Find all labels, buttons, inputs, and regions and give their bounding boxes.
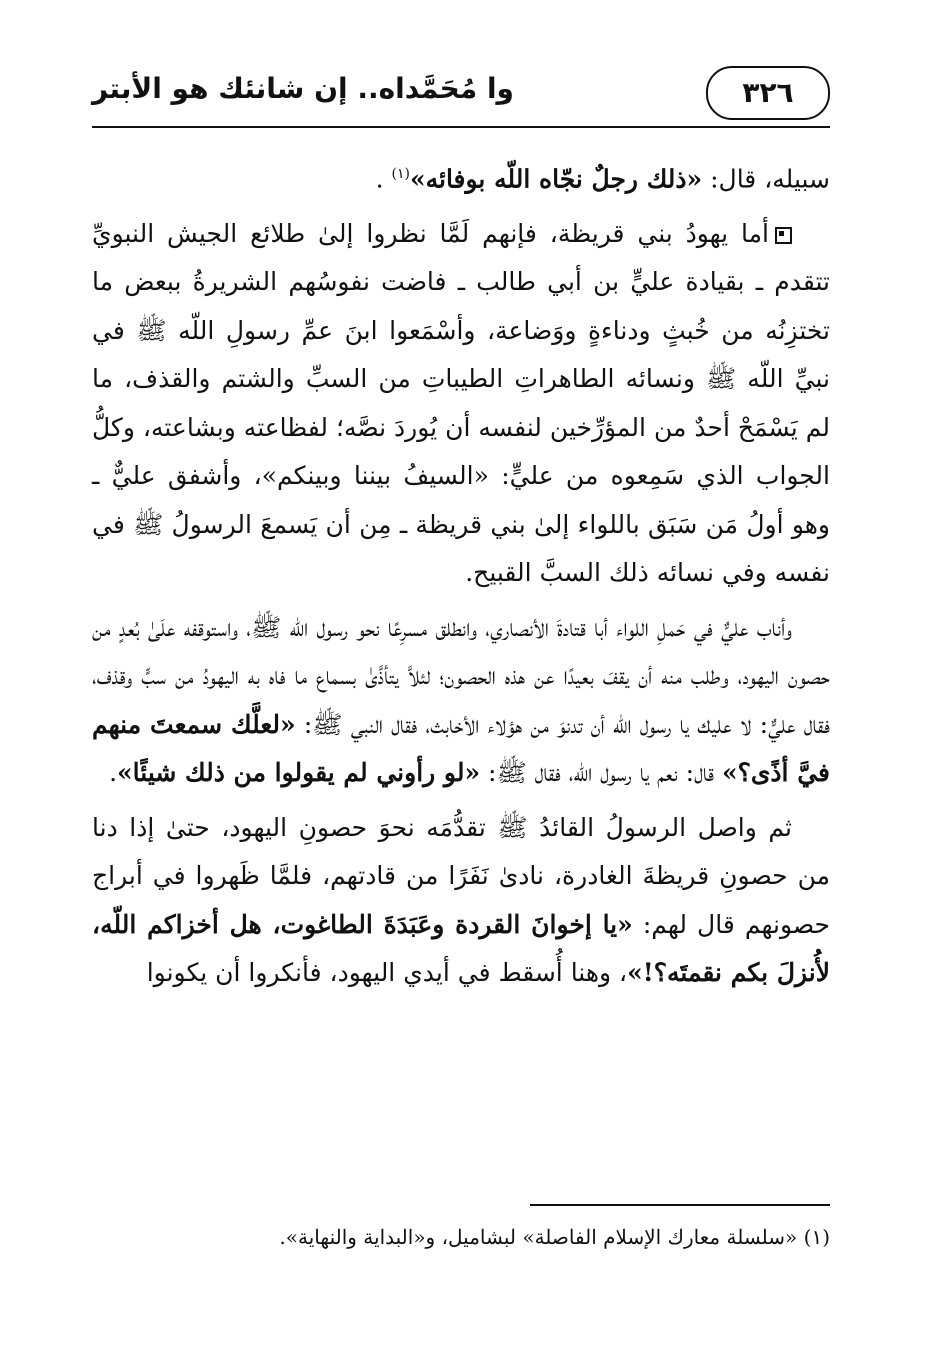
header-rule — [92, 126, 830, 128]
paragraph-text: قال: نعم يا رسول اللّه، فقال ﷺ: — [480, 758, 722, 788]
paragraph-text: أما يهودُ بني قريظة، فإنهم لَمَّا نظروا إلىٰ طلائع الجيش النبويِّ تتقدم ـ بقيادة عليٍّ بن أبي طالب ـ فاضت نفوسُهم الشريرةُ ببعض ما تختزِنُه من خُبثٍ ودناءةٍ ووَضاعة، وأسْمَعوا ابنَ عمِّ رسولِ اللّه ﷺ في نبيِّ اللّه ﷺ ونسائه الطاهراتِ الطيباتِ من السبِّ والشتم والقذف، ما لم يَسْمَحْ أحدٌ من المؤرِّخين لنفسه أن يُوردَ نصَّه؛ لفظاعته وبشاعته، وكلُّ الجواب الذي سَمِعوه من عليٍّ: «السيفُ بيننا وبينكم»، وأشفق عليٌّ ـ وهو أولُ مَن سَبَق باللواء إلىٰ بني قريظة ـ مِن أن يَسمعَ الرسولُ ﷺ في نفسه وفي نسائه ذلك السبَّ القبيح. — [92, 218, 830, 588]
footnote: (١) «سلسلة معارك الإسلام الفاصلة» لبشاميل، و«البداية والنهاية». — [279, 1225, 830, 1249]
page-number: ٣٢٦ — [706, 66, 830, 120]
page-header — [92, 62, 830, 132]
paragraph-text: ، وهنا أُسقط في أيدي اليهود، فأنكروا أن يكونوا — [146, 958, 628, 988]
paragraph-text: ثم واصل الرسولُ القائدُ ﷺ تقدُّمَه نحوَ حصونِ اليهود، حتىٰ إذا دنا من حصونِ قريظةَ الغادرة، نادىٰ نَفَرًا من قادتهم، فلمَّا ظَهروا في أبراج حصونهم قال لهم: — [92, 812, 831, 939]
footnote-separator — [530, 1204, 830, 1206]
hadith-quote: «لعلَّك سمعتَ منهم فيَّ أذًى؟» — [92, 709, 830, 788]
paragraph — [92, 604, 830, 798]
paragraph-text: . — [109, 758, 118, 788]
footnote-marker: (١) — [391, 166, 410, 182]
paragraph — [92, 804, 830, 998]
running-title: وا مُحَمَّداه.. إن شانئك هو الأبتر — [92, 72, 514, 105]
hadith-quote: «ذلك رجلٌ نجّاه اللّه بوفائه» — [409, 164, 703, 194]
hadith-quote: «يا إخوانَ القردة وعَبَدَةَ الطاغوت، هل أخزاكم اللّه، لأُنزلَ بكم نقمتَه؟!» — [92, 909, 830, 988]
paragraph-text: . — [375, 164, 392, 194]
paragraph-continuation — [92, 150, 830, 204]
paragraph-text: وأناب عليٌّ في حَملِ اللواء أبا قتادةَ الأنصاري، وانطلق مسرِعًا نحو رسول اللّه ﷺ، واستوقفه علَىٰ بُعدٍ من حصون اليهود، وطلب منه أن يقفَ بعيدًا عن هذه الحصون؛ لئلاَّ يتأذَّىٰ بسماع ما فاه به اليهودُ من سبٍّ وقذف، فقال عليٌّ: لا عليك يا رسول اللّه أن تدنوَ من هؤلاء الأخابث، فقال النبي ﷺ: — [92, 612, 830, 739]
paragraph — [92, 210, 830, 598]
paragraph-text: سبيله، قال: — [702, 164, 830, 194]
main-text — [92, 150, 830, 998]
square-bullet-icon — [775, 227, 792, 244]
hadith-quote: «لو رأوني لم يقولوا من ذلك شيئًا» — [117, 758, 481, 788]
